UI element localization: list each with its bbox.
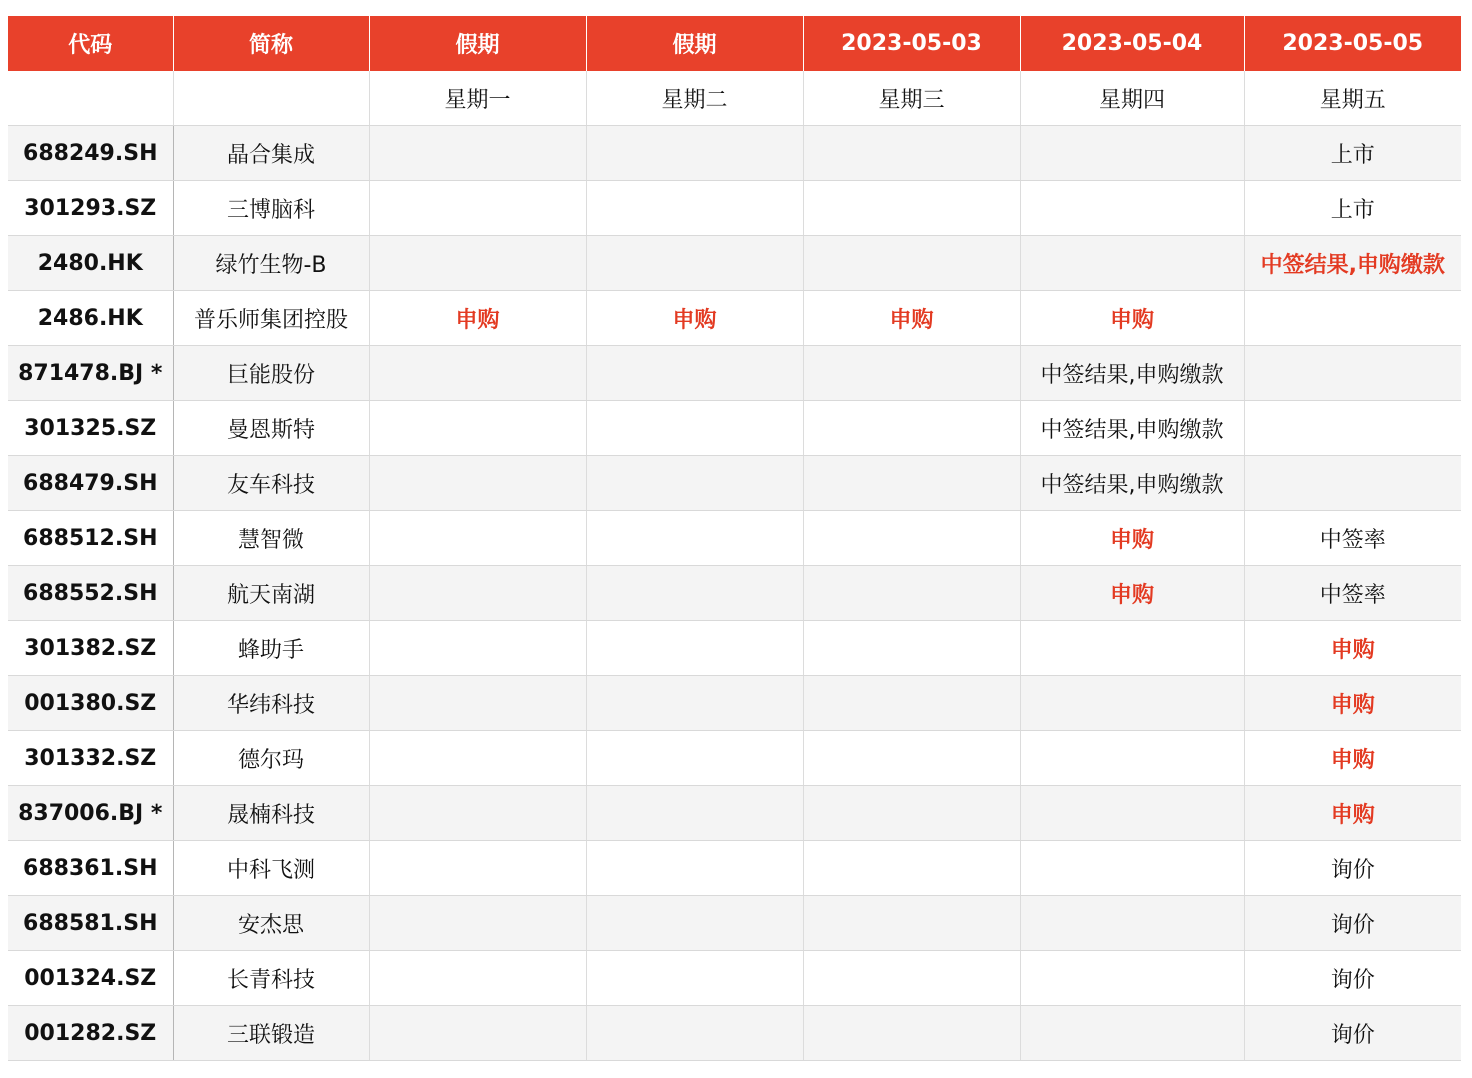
stock-code: 2486.HK — [8, 291, 173, 346]
table-row — [8, 566, 1461, 621]
table-row — [8, 1006, 1461, 1061]
event-cell — [1020, 786, 1244, 841]
event-cell — [803, 896, 1020, 951]
table-row — [8, 401, 1461, 456]
weekday-blank-name — [173, 71, 369, 126]
table-row — [8, 841, 1461, 896]
event-cell: 中签率 — [1244, 566, 1461, 621]
event-cell: 中签率 — [1244, 511, 1461, 566]
header-day-5: 2023-05-05 — [1244, 16, 1461, 71]
table-row — [8, 621, 1461, 676]
event-cell: 申购 — [1244, 621, 1461, 676]
stock-name: 三联锻造 — [173, 1006, 369, 1061]
event-cell — [1020, 731, 1244, 786]
header-code: 代码 — [8, 16, 173, 71]
stock-name: 德尔玛 — [173, 731, 369, 786]
event-cell — [586, 181, 803, 236]
event-cell — [586, 621, 803, 676]
event-cell — [586, 676, 803, 731]
event-cell — [586, 456, 803, 511]
weekday-row — [8, 71, 1461, 126]
header-day-2: 假期 — [586, 16, 803, 71]
stock-code: 688512.SH — [8, 511, 173, 566]
event-cell — [1020, 896, 1244, 951]
stock-name: 普乐师集团控股 — [173, 291, 369, 346]
event-cell — [369, 731, 586, 786]
stock-code: 688249.SH — [8, 126, 173, 181]
table-row — [8, 236, 1461, 291]
event-cell — [369, 456, 586, 511]
header-day-3: 2023-05-03 — [803, 16, 1020, 71]
stock-code: 688581.SH — [8, 896, 173, 951]
weekday-label: 星期四 — [1020, 71, 1244, 126]
event-cell — [1244, 346, 1461, 401]
event-cell — [803, 181, 1020, 236]
event-cell — [1244, 291, 1461, 346]
stock-name: 航天南湖 — [173, 566, 369, 621]
stock-code: 688552.SH — [8, 566, 173, 621]
stock-code: 001324.SZ — [8, 951, 173, 1006]
event-cell — [803, 621, 1020, 676]
weekday-label: 星期三 — [803, 71, 1020, 126]
event-cell: 上市 — [1244, 126, 1461, 181]
event-cell — [803, 786, 1020, 841]
event-cell — [586, 401, 803, 456]
weekday-label: 星期一 — [369, 71, 586, 126]
event-cell — [803, 566, 1020, 621]
event-cell — [803, 1006, 1020, 1061]
stock-name: 友车科技 — [173, 456, 369, 511]
event-cell — [803, 236, 1020, 291]
event-cell — [1020, 951, 1244, 1006]
table-body — [8, 71, 1461, 1061]
event-cell: 询价 — [1244, 951, 1461, 1006]
event-cell: 申购 — [1020, 566, 1244, 621]
event-cell — [369, 566, 586, 621]
event-cell — [803, 456, 1020, 511]
event-cell — [803, 511, 1020, 566]
stock-code: 688479.SH — [8, 456, 173, 511]
stock-code: 871478.BJ * — [8, 346, 173, 401]
stock-name: 慧智微 — [173, 511, 369, 566]
stock-name: 蜂助手 — [173, 621, 369, 676]
event-cell — [369, 401, 586, 456]
stock-code: 301293.SZ — [8, 181, 173, 236]
weekday-label: 星期二 — [586, 71, 803, 126]
stock-code: 688361.SH — [8, 841, 173, 896]
table-row — [8, 731, 1461, 786]
event-cell — [369, 1006, 586, 1061]
event-cell — [1020, 126, 1244, 181]
table-row — [8, 126, 1461, 181]
event-cell — [369, 896, 586, 951]
table-row — [8, 676, 1461, 731]
event-cell: 申购 — [369, 291, 586, 346]
stock-name: 长青科技 — [173, 951, 369, 1006]
event-cell: 申购 — [1244, 731, 1461, 786]
event-cell — [369, 236, 586, 291]
event-cell — [1020, 181, 1244, 236]
event-cell — [586, 841, 803, 896]
header-row — [8, 16, 1461, 71]
event-cell — [1244, 401, 1461, 456]
table-row — [8, 456, 1461, 511]
event-cell — [369, 511, 586, 566]
event-cell: 申购 — [1020, 291, 1244, 346]
table-row — [8, 951, 1461, 1006]
event-cell — [1020, 1006, 1244, 1061]
stock-code: 301325.SZ — [8, 401, 173, 456]
stock-name: 曼恩斯特 — [173, 401, 369, 456]
event-cell: 申购 — [1020, 511, 1244, 566]
weekday-label: 星期五 — [1244, 71, 1461, 126]
event-cell: 询价 — [1244, 841, 1461, 896]
stock-code: 2480.HK — [8, 236, 173, 291]
event-cell — [1020, 676, 1244, 731]
event-cell — [369, 841, 586, 896]
event-cell — [586, 236, 803, 291]
table-row — [8, 896, 1461, 951]
event-cell — [1020, 236, 1244, 291]
stock-code: 301382.SZ — [8, 621, 173, 676]
event-cell — [369, 951, 586, 1006]
event-cell: 申购 — [586, 291, 803, 346]
stock-name: 晟楠科技 — [173, 786, 369, 841]
event-cell — [1244, 456, 1461, 511]
event-cell — [369, 126, 586, 181]
event-cell — [586, 731, 803, 786]
table-header — [8, 16, 1461, 71]
event-cell — [586, 346, 803, 401]
event-cell — [803, 951, 1020, 1006]
header-name: 简称 — [173, 16, 369, 71]
event-cell: 询价 — [1244, 1006, 1461, 1061]
event-cell: 申购 — [1244, 676, 1461, 731]
table-row — [8, 181, 1461, 236]
event-cell: 申购 — [1244, 786, 1461, 841]
stock-code: 001282.SZ — [8, 1006, 173, 1061]
event-cell — [803, 126, 1020, 181]
event-cell — [586, 896, 803, 951]
event-cell — [803, 841, 1020, 896]
event-cell: 中签结果,申购缴款 — [1244, 236, 1461, 291]
event-cell: 询价 — [1244, 896, 1461, 951]
event-cell — [586, 786, 803, 841]
stock-name: 中科飞测 — [173, 841, 369, 896]
event-cell: 上市 — [1244, 181, 1461, 236]
event-cell: 中签结果,申购缴款 — [1020, 401, 1244, 456]
event-cell — [586, 1006, 803, 1061]
event-cell — [803, 731, 1020, 786]
stock-code: 301332.SZ — [8, 731, 173, 786]
stock-code: 837006.BJ * — [8, 786, 173, 841]
stock-name: 安杰思 — [173, 896, 369, 951]
event-cell — [803, 401, 1020, 456]
header-day-4: 2023-05-04 — [1020, 16, 1244, 71]
header-day-1: 假期 — [369, 16, 586, 71]
event-cell: 申购 — [803, 291, 1020, 346]
event-cell — [803, 676, 1020, 731]
stock-name: 三博脑科 — [173, 181, 369, 236]
event-cell — [369, 181, 586, 236]
event-cell: 中签结果,申购缴款 — [1020, 346, 1244, 401]
event-cell — [369, 786, 586, 841]
table-row — [8, 511, 1461, 566]
weekday-blank-code — [8, 71, 173, 126]
event-cell — [586, 511, 803, 566]
event-cell: 中签结果,申购缴款 — [1020, 456, 1244, 511]
table-row — [8, 346, 1461, 401]
stock-name: 华纬科技 — [173, 676, 369, 731]
stock-name: 绿竹生物-B — [173, 236, 369, 291]
event-cell — [369, 676, 586, 731]
stock-name: 晶合集成 — [173, 126, 369, 181]
event-cell — [369, 346, 586, 401]
event-cell — [369, 621, 586, 676]
event-cell — [586, 126, 803, 181]
stock-name: 巨能股份 — [173, 346, 369, 401]
event-cell — [803, 346, 1020, 401]
stock-code: 001380.SZ — [8, 676, 173, 731]
event-cell — [586, 951, 803, 1006]
ipo-calendar-table — [8, 16, 1461, 1061]
event-cell — [1020, 621, 1244, 676]
event-cell — [1020, 841, 1244, 896]
table-row — [8, 291, 1461, 346]
table-row — [8, 786, 1461, 841]
event-cell — [586, 566, 803, 621]
